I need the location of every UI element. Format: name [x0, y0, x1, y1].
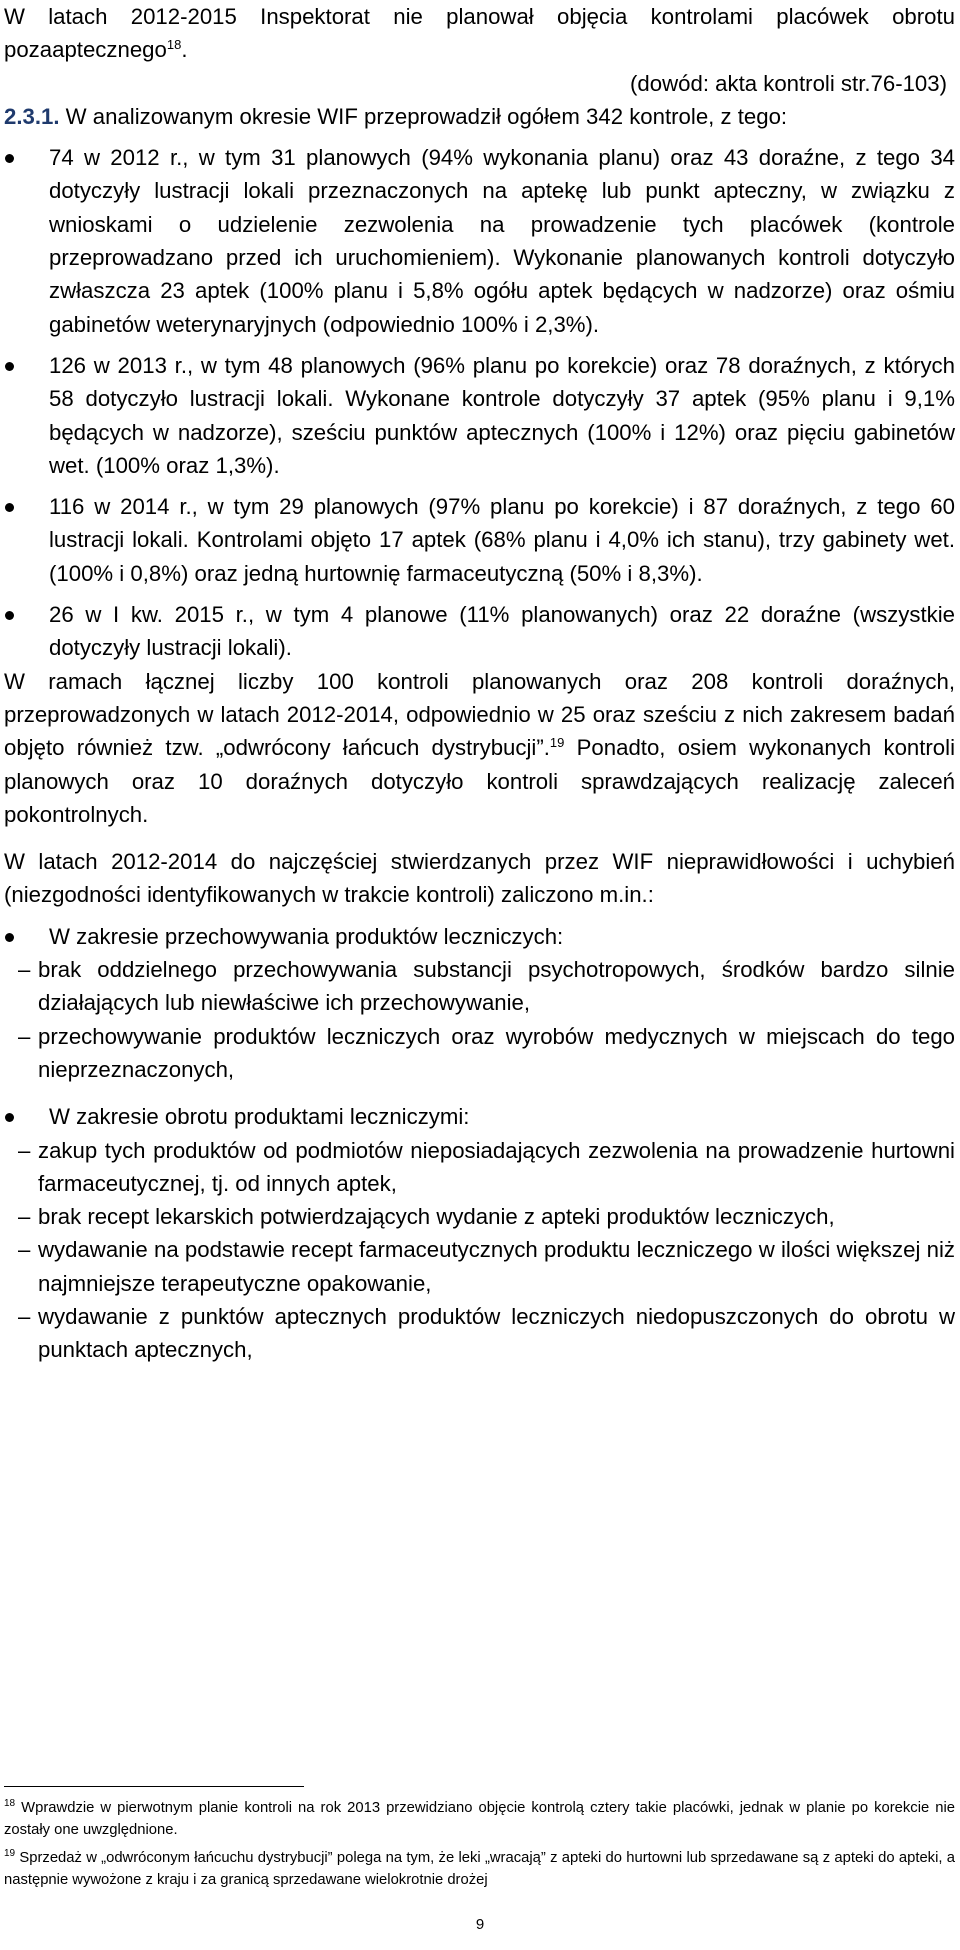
paragraph-distribution-chain	[4, 665, 955, 831]
group-title-trade: W zakresie obrotu produktami leczniczymi:	[4, 1100, 955, 1133]
dash-item: – przechowywanie produktów leczniczych oraz wyrobów medycznych w miejscach do tego nieprzeznaczonych,	[4, 1020, 955, 1087]
list-item: 74 w 2012 r., w tym 31 planowych (94% wykonania planu) oraz 43 doraźne, z tego 34 dotyczyły lustracji lokali przeznaczonych na aptekę lub punkt apteczny, w związku z wnioskami o udzielenie zezwolenia na prowadzenie tych placówek (kontrole przeprowadzano przed ich uruchomieniem). Wykonanie planowanych kontroli dotyczyło zwłaszcza 23 aptek (100% planu i 5,8% ogółu aptek będących w nadzorze) oraz ośmiu gabinetów weterynaryjnych (odpowiednio 100% i 2,3%).	[4, 141, 955, 341]
dash-item: – zakup tych produktów od podmiotów nieposiadających zezwolenia na prowadzenie hurtowni farmaceutycznej, tj. od innych aptek,	[4, 1134, 955, 1201]
dash-item: – brak recept lekarskich potwierdzających wydanie z apteki produktów leczniczych,	[4, 1200, 955, 1233]
footnote-ref-18[interactable]: 18	[166, 37, 182, 53]
footnote-ref-19[interactable]: 19	[549, 735, 565, 751]
section-number: 2.3.1.	[4, 103, 60, 129]
evidence-reference: (dowód: akta kontroli str.76-103)	[630, 70, 947, 96]
paragraph-text: W ramach łącznej liczby 100 kontroli planowanych oraz 208 kontroli doraźnych, przeprowadzonych w latach 2012-2014, odpowiednio w 25 oraz sześciu z nich zakresem badań objęto również tzw. „odwrócony łańcuch dystrybucji”.	[4, 668, 955, 761]
dash-item: – wydawanie na podstawie recept farmaceutycznych produktu leczniczego w ilości większej niż najmniejsze terapeutyczne opakowanie,	[4, 1233, 955, 1300]
group-title-storage: W zakresie przechowywania produktów leczniczych:	[4, 920, 955, 953]
footnote-number: 18	[4, 1798, 16, 1809]
footnote-number: 19	[4, 1848, 16, 1859]
footnote-text: Wprawdzie w pierwotnym planie kontroli na rok 2013 przewidziano objęcie kontrolą cztery takie placówki, jednak w planie po korekcie nie zostały one uwzględnione.	[4, 1800, 955, 1838]
intro-end: .	[181, 37, 188, 63]
list-item: 26 w I kw. 2015 r., w tym 4 planowe (11% planowanych) oraz 22 doraźne (wszystkie dotyczyły lustracji lokali).	[4, 598, 955, 665]
page-number: 9	[475, 1916, 485, 1933]
footnotes	[4, 1786, 955, 1897]
list-item: 126 w 2013 r., w tym 48 planowych (96% planu po korekcie) oraz 78 doraźnych, z których 58 dotyczyło lustracji lokali. Wykonane kontrole dotyczyły 37 aptek (95% planu i 9,1% będących w nadzorze), sześciu punktów aptecznych (100% i 12%) oraz pięciu gabinetów wet. (100% oraz 1,3%).	[4, 349, 955, 482]
intro-text: W latach 2012-2015 Inspektorat nie planował objęcia kontrolami placówek obrotu pozaaptecznego	[4, 4, 955, 63]
intro-paragraph	[4, 0, 955, 67]
footnote-19	[4, 1847, 955, 1891]
section-heading	[4, 100, 955, 133]
list-item: 116 w 2014 r., w tym 29 planowych (97% planu po korekcie) i 87 doraźnych, z tego 60 lustracji lokali. Kontrolami objęto 17 aptek (68% planu i 4,0% ich stanu), trzy gabinety wet. (100% i 0,8%) oraz jedną hurtownię farmaceutyczną (50% i 8,3%).	[4, 490, 955, 590]
section-text: W analizowanym okresie WIF przeprowadził ogółem 342 kontrole, z tego:	[59, 103, 788, 129]
dash-item: – wydawanie z punktów aptecznych produktów leczniczych niedopuszczonych do obrotu w punktach aptecznych,	[4, 1300, 955, 1367]
footnote-18	[4, 1797, 955, 1841]
paragraph-text-end: Ponadto, osiem wykonanych kontroli planowych oraz 10 doraźnych dotyczyło kontroli sprawdzających realizację zaleceń pokontrolnych.	[4, 735, 956, 827]
footnote-text: Sprzedaż w „odwróconym łańcuchu dystrybucji” polega na tym, że leki „wracają” z apteki do hurtowni lub sprzedawane są z apteki do apteki, a następnie wywożone z kraju i za granicą sprzedawane wielokrotnie drożej	[4, 1850, 955, 1888]
dash-item: – brak oddzielnego przechowywania substancji psychotropowych, środków bardzo silnie działających lub niewłaściwe ich przechowywanie,	[4, 953, 955, 1020]
paragraph-irregularities: W latach 2012-2014 do najczęściej stwierdzanych przez WIF nieprawidłowości i uchybień (niezgodności identyfikowanych w trakcie kontroli) zaliczono m.in.:	[4, 849, 955, 908]
footnote-separator	[4, 1786, 304, 1787]
main-text	[4, 0, 955, 1367]
